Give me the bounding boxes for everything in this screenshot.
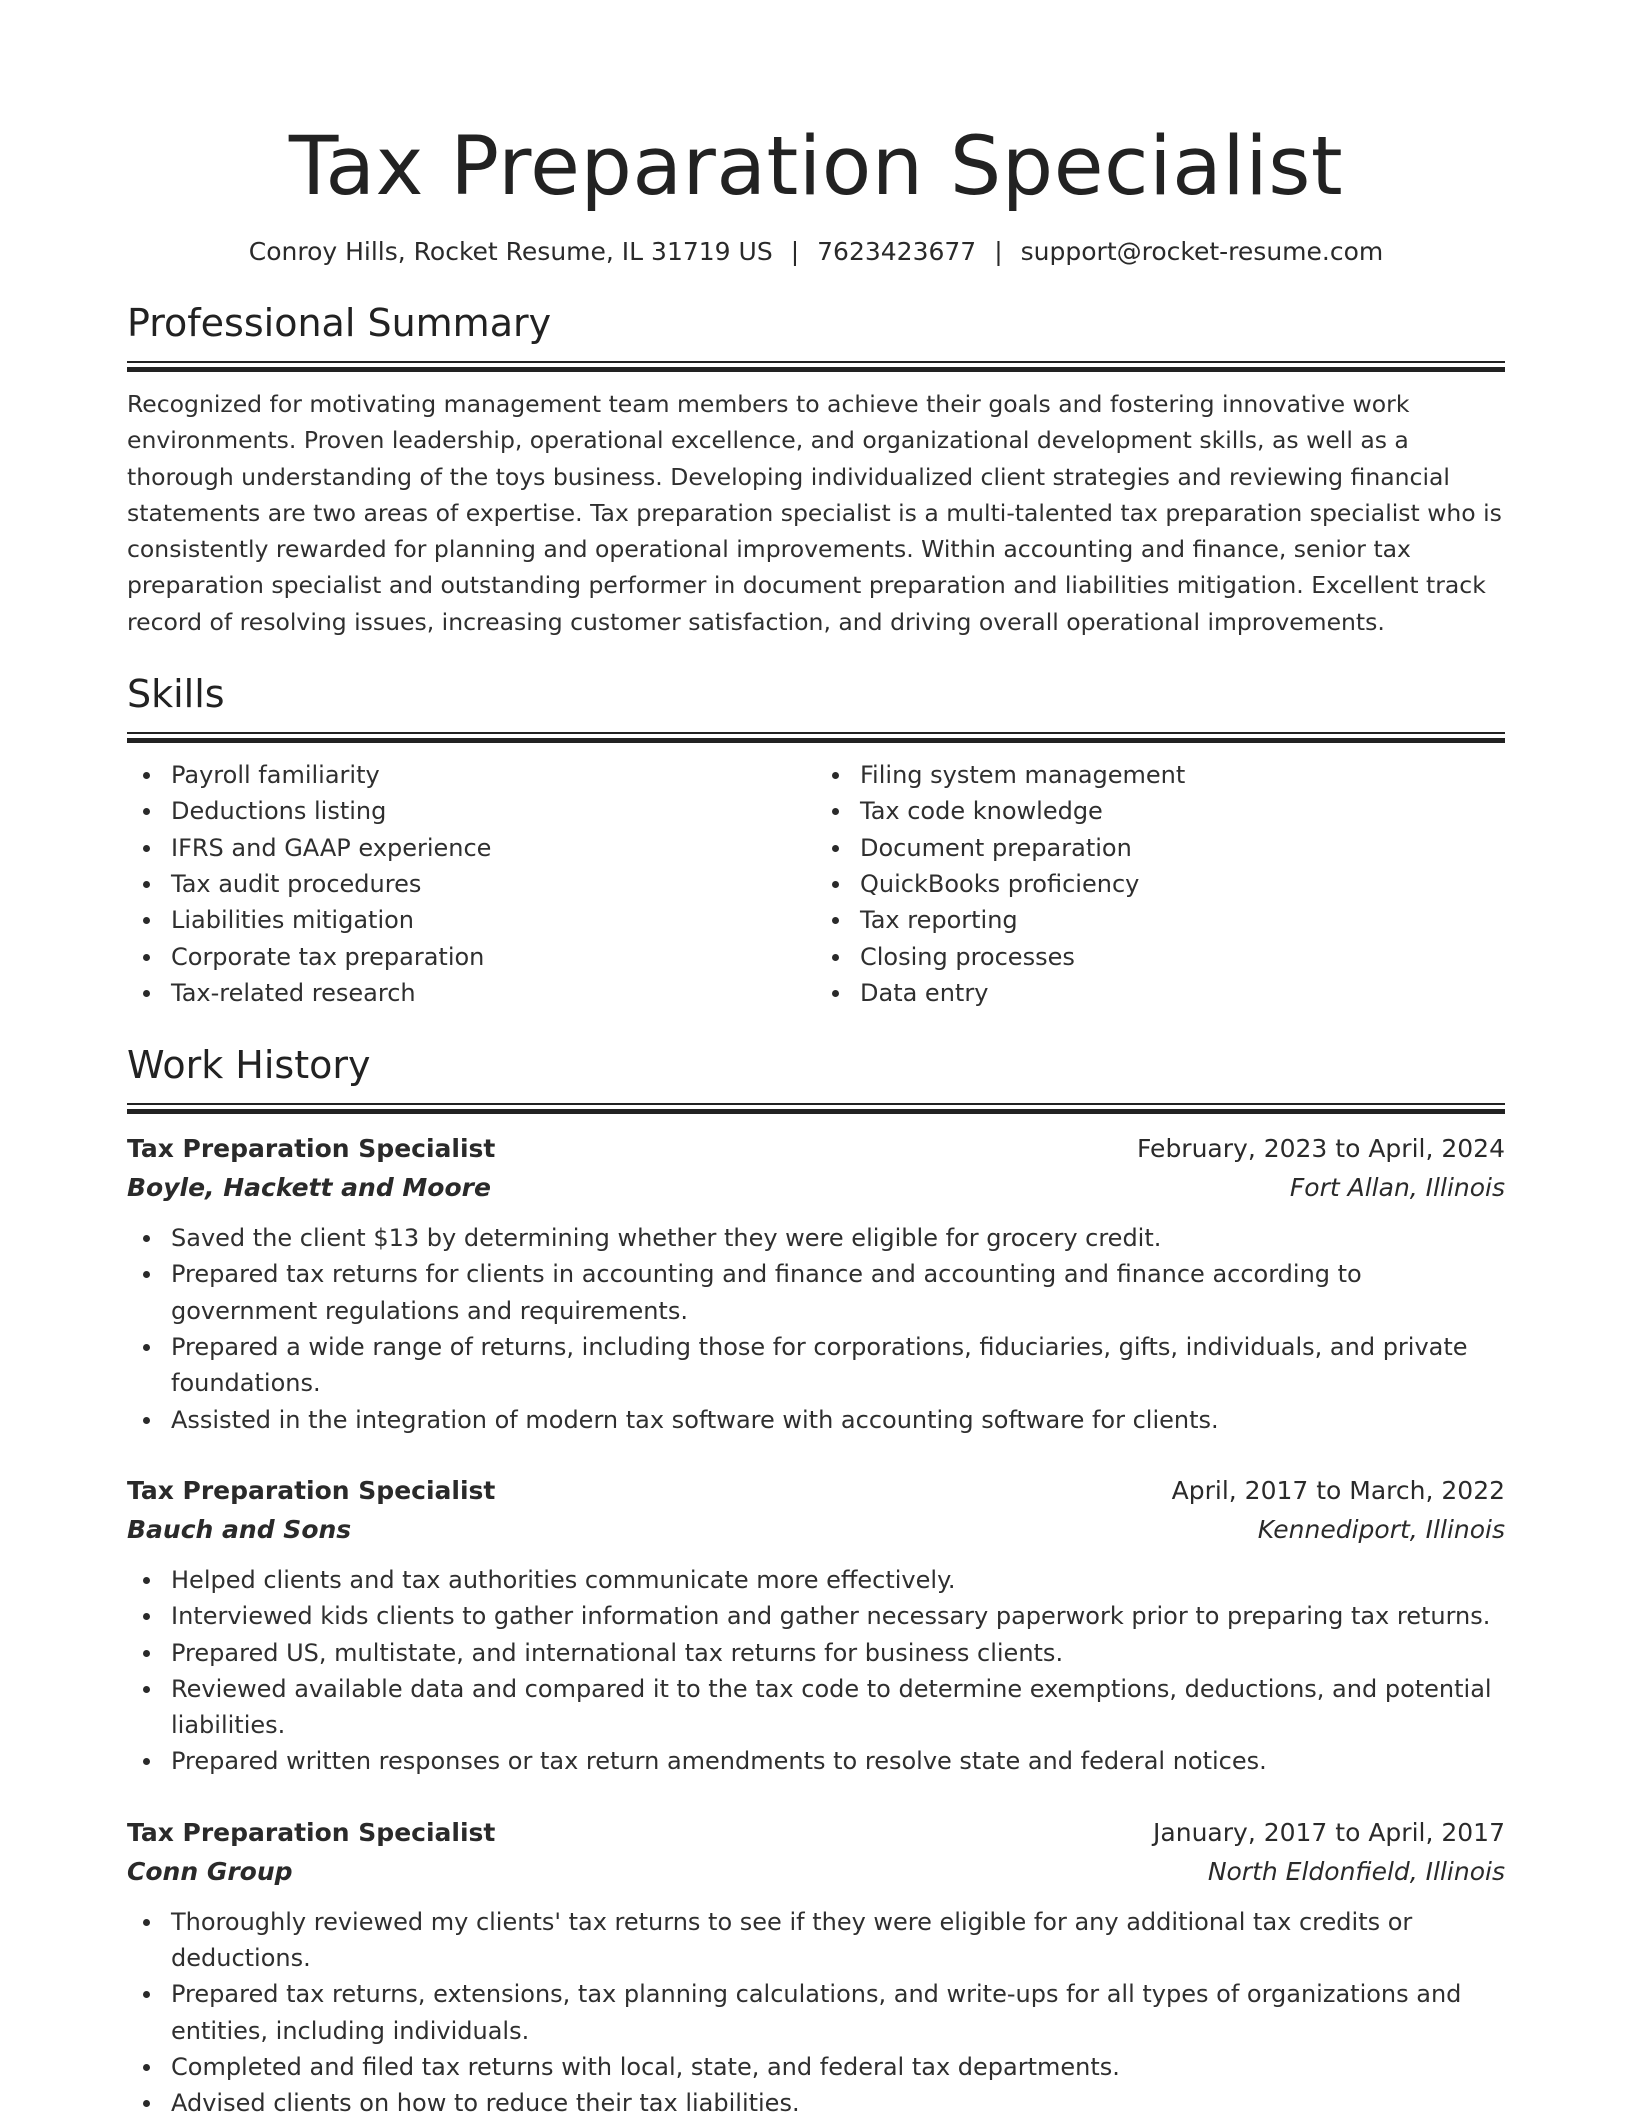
skill-item: Tax reporting: [860, 902, 1505, 938]
contact-email: support@rocket-resume.com: [1020, 237, 1384, 266]
skill-item: Corporate tax preparation: [171, 939, 816, 975]
job-bullet: Interviewed kids clients to gather information and gather necessary paperwork prior to preparing tax returns.: [171, 1598, 1505, 1634]
professional-summary-section: [127, 299, 1505, 640]
job-header-row: [127, 1130, 1505, 1168]
job-bullet: Prepared written responses or tax return amendments to resolve state and federal notices.: [171, 1743, 1505, 1779]
section-title-work-history: Work History: [127, 1043, 371, 1088]
job-company: Bauch and Sons: [127, 1514, 352, 1544]
skill-item: Tax-related research: [171, 975, 816, 1011]
job-bullet: Saved the client $13 by determining whether they were eligible for grocery credit.: [171, 1220, 1505, 1256]
job-company: Conn Group: [127, 1856, 293, 1886]
skill-item: Tax audit procedures: [171, 866, 816, 902]
job-bullets: [127, 1220, 1505, 1438]
contact-separator: |: [994, 237, 1003, 266]
job-entry: [127, 1472, 1505, 1780]
work-history-section: [127, 1041, 1505, 2121]
job-bullet: Thoroughly reviewed my clients' tax returns to see if they were eligible for any additional tax credits or deductions.: [171, 1904, 1505, 1977]
section-divider: [127, 732, 1505, 743]
job-title: Tax Preparation Specialist: [127, 1817, 496, 1847]
job-company-row: [127, 1510, 1505, 1550]
skill-item: Liabilities mitigation: [171, 902, 816, 938]
job-company-row: [127, 1852, 1505, 1892]
job-dates: April, 2017 to March, 2022: [1171, 1475, 1505, 1505]
skill-item: Filing system management: [860, 757, 1505, 793]
summary-text: Recognized for motivating management team members to achieve their goals and fostering innovative work environments. Proven leadership, operational excellence, and organizational development skills, as well as a thorough understanding of the toys business. Developing individualized client strategies and reviewing financial statements are two areas of expertise. Tax preparation specialist is a multi-talented tax preparation specialist who is consistently rewarded for planning and operational improvements. Within accounting and finance, senior tax preparation specialist and outstanding performer in document preparation and liabilities mitigation. Excellent track record of resolving issues, increasing customer satisfaction, and driving overall operational improvements.: [127, 390, 1502, 636]
job-bullet: Prepared tax returns, extensions, tax planning calculations, and write-ups for all types of organizations and entities, including individuals.: [171, 1976, 1505, 2049]
contact-phone: 7623423677: [817, 237, 977, 266]
job-title: Tax Preparation Specialist: [127, 1475, 496, 1505]
job-bullet: Reviewed available data and compared it to the tax code to determine exemptions, deductions, and potential liabilities.: [171, 1671, 1505, 1744]
job-location: Fort Allan, Illinois: [1289, 1173, 1505, 1203]
job-bullet: Assisted in the integration of modern tax software with accounting software for clients.: [171, 1402, 1505, 1438]
contact-separator: |: [790, 237, 800, 266]
section-title-summary: Professional Summary: [127, 301, 552, 345]
contact-line: [127, 235, 1505, 269]
job-bullets: [127, 1562, 1505, 1780]
skill-item: IFRS and GAAP experience: [171, 830, 816, 866]
contact-address: Conroy Hills, Rocket Resume, IL 31719 US: [248, 237, 773, 266]
job-header-row: [127, 1472, 1505, 1510]
skill-item: QuickBooks proficiency: [860, 866, 1505, 902]
skill-item: Data entry: [860, 975, 1505, 1011]
skill-item: Tax code knowledge: [860, 793, 1505, 829]
job-dates: January, 2017 to April, 2017: [1153, 1817, 1505, 1847]
job-bullet: Prepared a wide range of returns, including those for corporations, fiduciaries, gifts, individuals, and private foundations.: [171, 1329, 1505, 1402]
job-title: Tax Preparation Specialist: [127, 1134, 496, 1164]
resume-name: Tax Preparation Specialist: [288, 120, 1344, 214]
job-location: North Eldonfield, Illinois: [1207, 1856, 1505, 1886]
job-header-row: [127, 1814, 1505, 1852]
job-dates: February, 2023 to April, 2024: [1137, 1134, 1505, 1164]
section-divider: [127, 361, 1505, 372]
section-title-skills: Skills: [127, 672, 225, 717]
job-location: Kennediport, Illinois: [1257, 1514, 1505, 1544]
job-bullet: Advised clients on how to reduce their tax liabilities.: [171, 2085, 1505, 2121]
job-company-row: [127, 1168, 1505, 1208]
skill-item: Payroll familiarity: [171, 757, 816, 793]
section-divider: [127, 1103, 1505, 1114]
job-bullet: Prepared tax returns for clients in accounting and finance and accounting and finance according to government regulations and requirements.: [171, 1256, 1505, 1329]
skill-item: Closing processes: [860, 939, 1505, 975]
skill-item: Deductions listing: [171, 793, 816, 829]
skill-item: Document preparation: [860, 830, 1505, 866]
skills-column-right: [816, 757, 1505, 1011]
job-bullet: Completed and filed tax returns with local, state, and federal tax departments.: [171, 2049, 1505, 2085]
job-entry: [127, 1814, 1505, 2122]
job-entry: [127, 1130, 1505, 1438]
job-company: Boyle, Hackett and Moore: [127, 1173, 491, 1203]
job-bullet: Helped clients and tax authorities communicate more effectively.: [171, 1562, 1505, 1598]
job-bullets: [127, 1904, 1505, 2122]
skills-section: [127, 670, 1505, 1011]
skills-column-left: [127, 757, 816, 1011]
job-bullet: Prepared US, multistate, and international tax returns for business clients.: [171, 1635, 1505, 1671]
skills-grid: [127, 757, 1505, 1011]
